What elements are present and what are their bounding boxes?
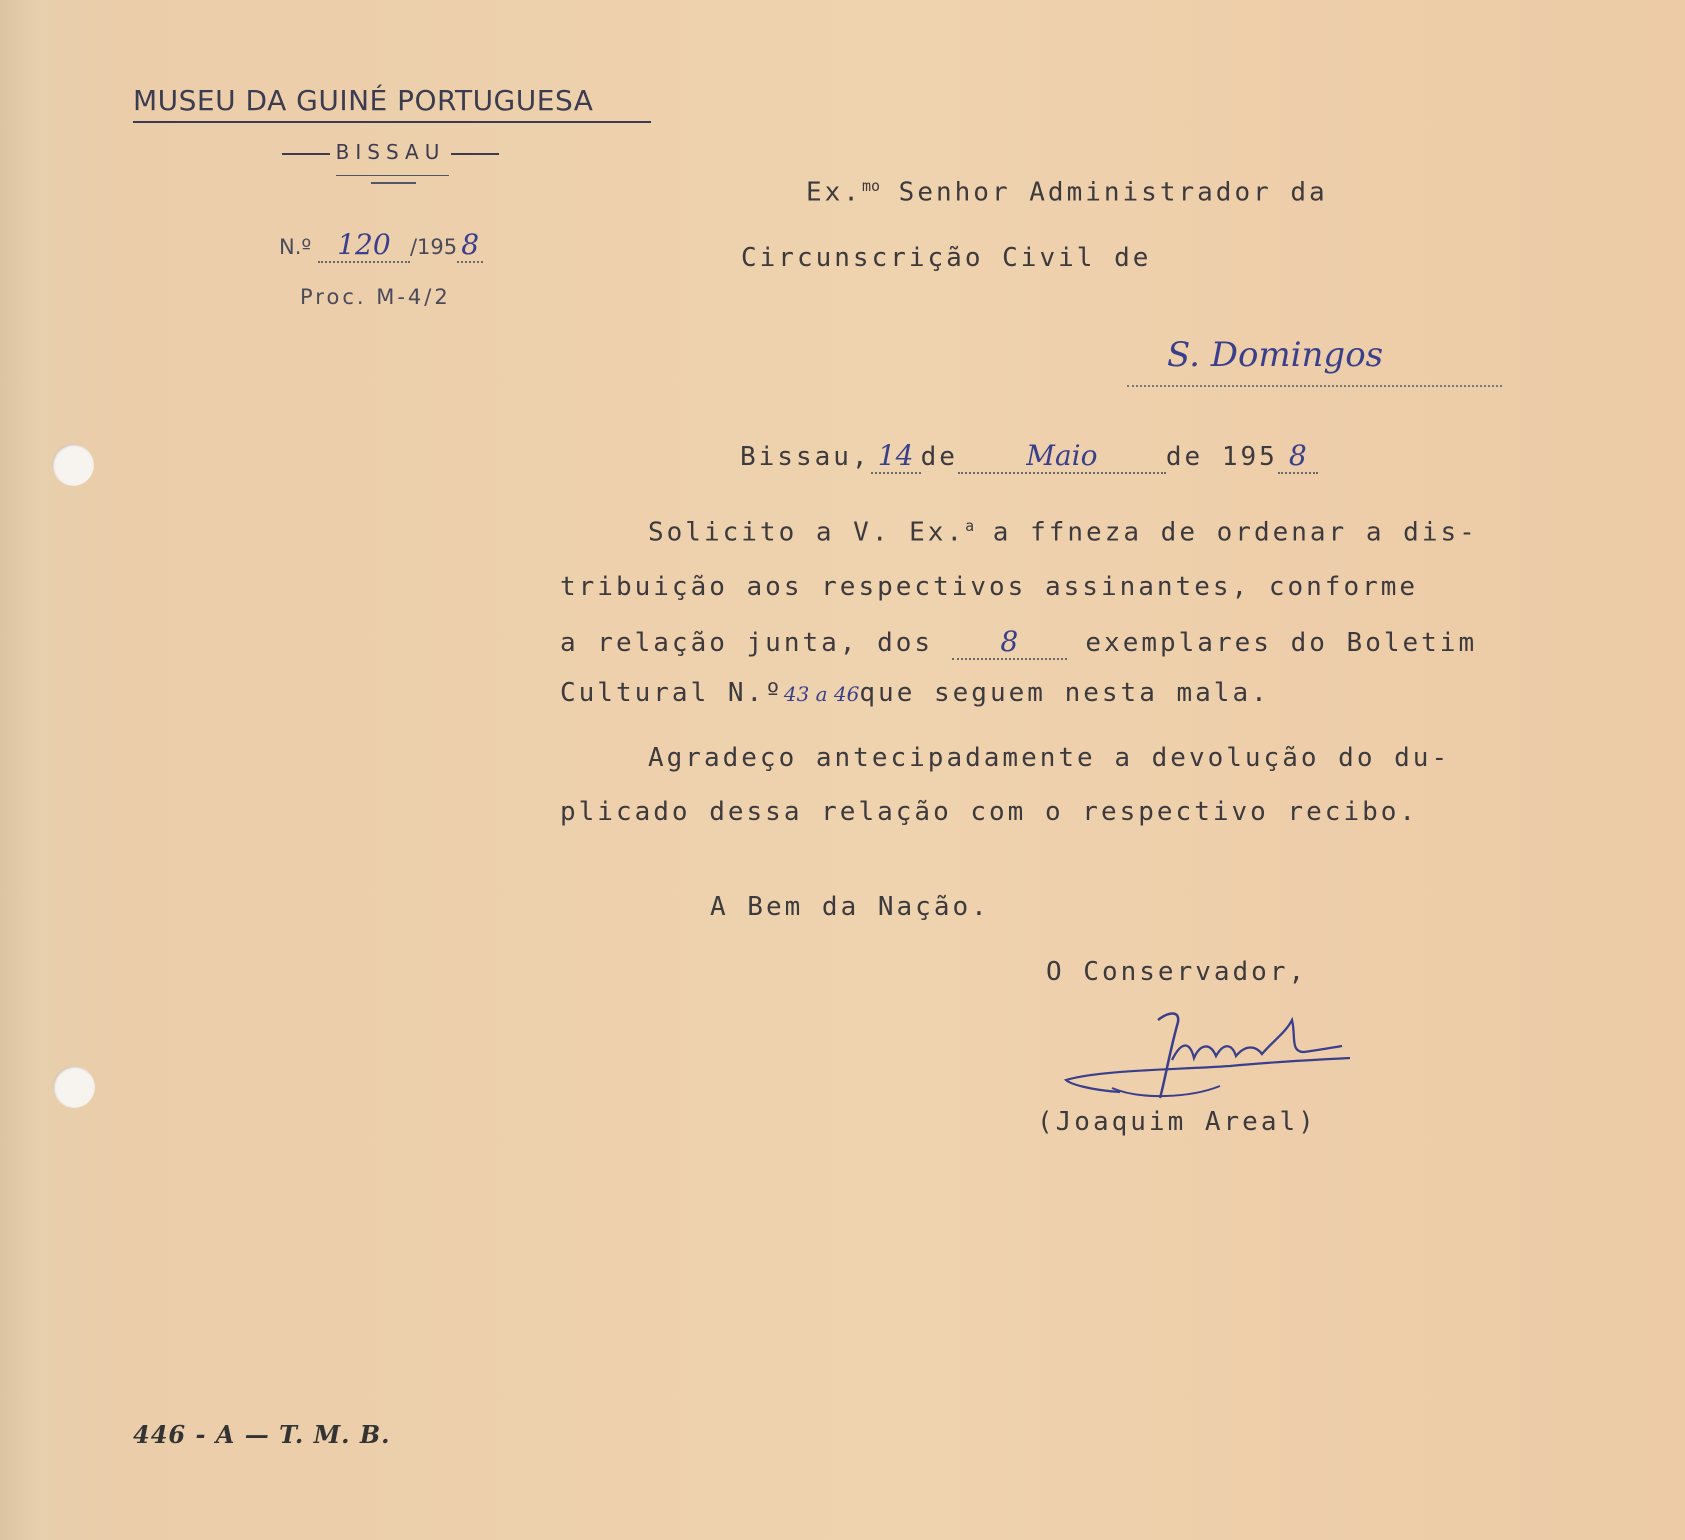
- body-copies-handwritten: 8: [1000, 625, 1019, 658]
- reference-number-field: [318, 228, 410, 263]
- handwritten-signature: [1060, 1000, 1360, 1110]
- body-p1-line-2: tribuição aos respectivos assinantes, conforme: [560, 572, 1419, 602]
- body-issues-handwritten: 43 a 46: [783, 682, 860, 706]
- body-p1-line-4-a: Cultural N.º: [560, 678, 784, 708]
- date-year-field: [1278, 439, 1318, 474]
- body-p1-line-4: [560, 678, 1270, 708]
- footer-form-code: 446 - A — T. M. B.: [133, 1420, 391, 1449]
- date-year-handwritten: 8: [1288, 439, 1307, 472]
- addressee-place-field: [1127, 335, 1502, 387]
- body-p2-line-2: plicado dessa relação com o respectivo recibo.: [560, 797, 1419, 827]
- date-month-field: [958, 439, 1166, 474]
- reference-year-handwritten: 8: [461, 228, 480, 261]
- reference-number-label: N.º: [279, 235, 312, 259]
- addressee-line-2: Circunscrição Civil de: [741, 243, 1152, 273]
- body-p2-line-1: Agradeço antecipadamente a devolução do du-: [648, 743, 1451, 773]
- body-p1-line-3-b: exemplares do Boletim: [1066, 628, 1478, 658]
- date-line: [740, 439, 1318, 474]
- letterhead-short-rule: [336, 175, 449, 176]
- addressee-position: Senhor Administrador da: [880, 177, 1328, 208]
- reference-year-field: [457, 228, 483, 263]
- date-month-handwritten: Maio: [1026, 439, 1098, 472]
- closing-role: O Conservador,: [1046, 957, 1308, 987]
- reference-number: N.º 120 /195 8: [279, 228, 483, 263]
- addressee-place-handwritten: S. Domingos: [1167, 335, 1384, 375]
- date-de-2: de 195: [1165, 442, 1278, 472]
- letterhead-city: BISSAU: [335, 140, 446, 164]
- letterhead-short-rule-2: [371, 182, 416, 184]
- closing-salutation: A Bem da Nação.: [710, 892, 990, 922]
- addressee-line-1: [806, 177, 1328, 208]
- body-copies-field: [952, 625, 1067, 660]
- letterhead-city-line: [258, 140, 523, 164]
- letterhead-institution: MUSEU DA GUINÉ PORTUGUESA: [133, 84, 594, 117]
- body-p1-line-1-superscript: a: [965, 517, 975, 535]
- body-p1-line-1-b: a ffneza de ordenar a dis-: [974, 517, 1478, 548]
- date-de-1: de: [920, 442, 958, 472]
- letterhead-rule: [133, 121, 651, 123]
- reference-number-handwritten: 120: [337, 228, 391, 261]
- punch-hole-bottom: [53, 1066, 95, 1108]
- date-city: Bissau,: [740, 442, 871, 472]
- dash-left: [282, 153, 330, 155]
- body-p1-line-1: [648, 517, 1478, 548]
- body-p1-line-1-a: Solicito a V. Ex.: [648, 517, 966, 548]
- reference-year-printed: 195: [417, 235, 458, 259]
- closing-name: (Joaquim Areal): [1037, 1107, 1317, 1137]
- body-p1-line-3: [560, 625, 1477, 660]
- date-day-field: [871, 439, 921, 474]
- body-p1-line-4-b: que seguem nesta mala.: [859, 678, 1270, 708]
- addressee-title-superscript: mo: [861, 177, 881, 195]
- body-p1-line-3-a: a relação junta, dos: [560, 628, 952, 658]
- addressee-title: Ex.: [806, 177, 862, 208]
- dash-right: [451, 153, 499, 155]
- process-reference: Proc. M-4/2: [300, 285, 451, 309]
- punch-hole-top: [52, 444, 94, 486]
- date-day-handwritten: 14: [877, 439, 914, 472]
